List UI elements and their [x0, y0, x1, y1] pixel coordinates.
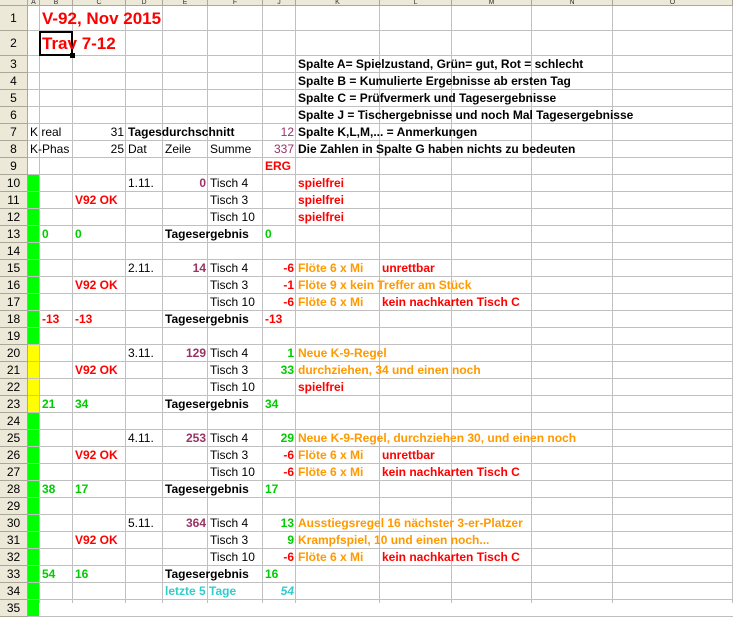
cell-j17[interactable]: -6 — [283, 295, 294, 309]
row-header-4[interactable]: 4 — [0, 73, 28, 90]
state-fill — [28, 175, 39, 345]
cell-e8[interactable]: Zeile — [165, 142, 192, 156]
row-header-28[interactable]: 28 — [0, 481, 28, 498]
cell-c18[interactable]: -13 — [75, 312, 93, 326]
cell-k25[interactable]: Neue K-9-Regel, durchziehen 30, und einen noch — [298, 431, 577, 445]
cell-f21[interactable]: Tisch 3 — [210, 363, 249, 377]
cell-k30[interactable]: Ausstiegsregel 16 nächster 3-er-Platzer — [298, 516, 523, 530]
row-gridline — [28, 327, 733, 328]
cell-f10[interactable]: Tisch 4 — [210, 176, 249, 190]
cell-f25[interactable]: Tisch 4 — [210, 431, 249, 445]
cell-c16[interactable]: V92 OK — [75, 278, 118, 292]
column-header-n[interactable]: N — [532, 0, 613, 6]
column-gridline — [125, 6, 126, 603]
cell-f32[interactable]: Tisch 10 — [210, 550, 255, 564]
cell-j20[interactable]: 1 — [287, 346, 294, 360]
cell-k10[interactable]: spielfrei — [298, 176, 345, 190]
cell-d15[interactable]: 2.11. — [128, 261, 154, 275]
column-header-d[interactable]: D — [126, 0, 163, 6]
cell-c26[interactable]: V92 OK — [75, 448, 118, 462]
row-header-2[interactable]: 2 — [0, 31, 28, 56]
cell-e13[interactable]: Tagesergebnis — [165, 227, 249, 241]
cell-j15[interactable]: -6 — [283, 261, 294, 275]
cell-e25[interactable]: 253 — [185, 431, 206, 445]
column-header-o[interactable]: O — [613, 0, 733, 6]
cell-k26[interactable]: Flöte 6 x Mi — [298, 448, 364, 462]
cell-d8[interactable]: Dat — [128, 142, 147, 156]
cell-j16[interactable]: -1 — [283, 278, 294, 292]
row-header-30[interactable]: 30 — [0, 515, 28, 532]
state-fill — [28, 413, 39, 617]
row-header-18[interactable]: 18 — [0, 311, 28, 328]
column-gridline — [162, 6, 163, 603]
cell-j21[interactable]: 33 — [280, 363, 294, 377]
cell-j26[interactable]: -6 — [283, 448, 294, 462]
cell-k17[interactable]: Flöte 6 x Mi — [298, 295, 364, 309]
column-header-c[interactable]: C — [73, 0, 126, 6]
row-header-23[interactable]: 23 — [0, 396, 28, 413]
cell-c8[interactable]: 25 — [110, 142, 124, 156]
row-header-27[interactable]: 27 — [0, 464, 28, 481]
cell-k12[interactable]: spielfrei — [298, 210, 345, 224]
column-gridline — [612, 6, 613, 603]
cell-f11[interactable]: Tisch 3 — [210, 193, 249, 207]
row-gridline — [28, 225, 733, 226]
row-header-24[interactable]: 24 — [0, 413, 28, 430]
row-header-29[interactable]: 29 — [0, 498, 28, 515]
row-header-35[interactable]: 35 — [0, 600, 28, 617]
cell-e33[interactable]: Tagesergebnis — [165, 567, 249, 581]
cell-k21[interactable]: durchziehen, 34 und einen noch — [298, 363, 481, 377]
cell-j18[interactable]: -13 — [265, 312, 283, 326]
cell-f22[interactable]: Tisch 10 — [210, 380, 255, 394]
cell-d7[interactable]: Tagesdurchschnitt — [128, 125, 235, 139]
cell-e18[interactable]: Tagesergebnis — [165, 312, 249, 326]
cell-j30[interactable]: 13 — [280, 516, 294, 530]
row-header-10[interactable]: 10 — [0, 175, 28, 192]
cell-l27[interactable]: kein nachkarten Tisch C — [382, 465, 520, 479]
cell-k7[interactable]: Spalte K,L,M,... = Anmerkungen — [298, 125, 478, 139]
cell-b18[interactable]: -13 — [42, 312, 60, 326]
column-header-l[interactable]: L — [380, 0, 452, 6]
row-gridline — [28, 395, 733, 396]
cell-j27[interactable]: -6 — [283, 465, 294, 479]
row-header-9[interactable]: 9 — [0, 158, 28, 175]
row-header-16[interactable]: 16 — [0, 277, 28, 294]
cell-d25[interactable]: 4.11. — [128, 431, 154, 445]
cell-e30[interactable]: 364 — [185, 516, 206, 530]
cell-k32[interactable]: Flöte 6 x Mi — [298, 550, 364, 564]
state-fill — [28, 345, 39, 413]
cell-j23[interactable]: 34 — [265, 397, 279, 411]
cell-c23[interactable]: 34 — [75, 397, 89, 411]
cell-k8[interactable]: Die Zahlen in Spalte G haben nichts zu bedeuten — [298, 142, 576, 156]
row-header-33[interactable]: 33 — [0, 566, 28, 583]
cell-j31[interactable]: 9 — [287, 533, 294, 547]
cell-e34[interactable]: letzte 5 Tage — [165, 584, 237, 598]
cell-e15[interactable]: 14 — [192, 261, 206, 275]
cell-f15[interactable]: Tisch 4 — [210, 261, 249, 275]
cell-e20[interactable]: 129 — [185, 346, 206, 360]
cell-j34[interactable]: 54 — [280, 584, 294, 598]
row-header-25[interactable]: 25 — [0, 430, 28, 447]
row-header-3[interactable]: 3 — [0, 56, 28, 73]
column-header-b[interactable]: B — [40, 0, 73, 6]
row-header-5[interactable]: 5 — [0, 90, 28, 107]
cell-k31[interactable]: Krampfspiel, 10 und einen noch... — [298, 533, 490, 547]
cell-k6[interactable]: Spalte J = Tischergebnisse und noch Mal Tagesergebnisse — [298, 108, 634, 122]
row-header-14[interactable]: 14 — [0, 243, 28, 260]
row-header-15[interactable]: 15 — [0, 260, 28, 277]
cell-d30[interactable]: 5.11. — [128, 516, 154, 530]
cell-j8[interactable]: 337 — [273, 142, 294, 156]
column-header-k[interactable]: K — [296, 0, 380, 6]
cell-k20[interactable]: Neue K-9-Regel — [298, 346, 387, 360]
cell-b1[interactable]: V-92, Nov 2015 — [42, 9, 162, 28]
cell-j7[interactable]: 12 — [280, 125, 294, 139]
cell-c13[interactable]: 0 — [75, 227, 82, 241]
row-header-8[interactable]: 8 — [0, 141, 28, 158]
column-header-e[interactable]: E — [163, 0, 208, 6]
cell-f27[interactable]: Tisch 10 — [210, 465, 255, 479]
row-header-17[interactable]: 17 — [0, 294, 28, 311]
cell-f12[interactable]: Tisch 10 — [210, 210, 255, 224]
cell-j28[interactable]: 17 — [265, 482, 279, 496]
row-header-19[interactable]: 19 — [0, 328, 28, 345]
row-gridline — [28, 582, 733, 583]
row-header-1[interactable]: 1 — [0, 6, 28, 31]
cell-l15[interactable]: unrettbar — [382, 261, 435, 275]
cell-e10[interactable]: 0 — [199, 176, 206, 190]
row-header-22[interactable]: 22 — [0, 379, 28, 396]
cell-k3[interactable]: Spalte A= Spielzustand, Grün= gut, Rot = schlecht — [298, 57, 584, 71]
column-gridline — [39, 6, 40, 603]
cell-e28[interactable]: Tagesergebnis — [165, 482, 249, 496]
cell-f30[interactable]: Tisch 4 — [210, 516, 249, 530]
cell-c31[interactable]: V92 OK — [75, 533, 118, 547]
cell-c11[interactable]: V92 OK — [75, 193, 118, 207]
cell-b2[interactable]: Trav 7-12 — [42, 34, 116, 53]
cell-a7[interactable]: K real — [30, 125, 62, 139]
row-gridline — [28, 242, 733, 243]
row-header-21[interactable]: 21 — [0, 362, 28, 379]
cell-f31[interactable]: Tisch 3 — [210, 533, 249, 547]
row-header-13[interactable]: 13 — [0, 226, 28, 243]
cell-k22[interactable]: spielfrei — [298, 380, 345, 394]
cell-b28[interactable]: 38 — [42, 482, 56, 496]
row-header-34[interactable]: 34 — [0, 583, 28, 600]
cell-k5[interactable]: Spalte C = Prüfvermerk und Tagesergebnisse — [298, 91, 557, 105]
cell-f26[interactable]: Tisch 3 — [210, 448, 249, 462]
row-header-32[interactable]: 32 — [0, 549, 28, 566]
cell-b23[interactable]: 21 — [42, 397, 56, 411]
cell-b33[interactable]: 54 — [42, 567, 56, 581]
cell-c7[interactable]: 31 — [110, 125, 124, 139]
row-gridline — [28, 208, 733, 209]
cell-f16[interactable]: Tisch 3 — [210, 278, 249, 292]
row-header-26[interactable]: 26 — [0, 447, 28, 464]
cell-j32[interactable]: -6 — [283, 550, 294, 564]
cell-j9[interactable]: ERG — [265, 159, 292, 173]
cell-f20[interactable]: Tisch 4 — [210, 346, 249, 360]
column-header-j[interactable]: J — [263, 0, 296, 6]
cell-l17[interactable]: kein nachkarten Tisch C — [382, 295, 520, 309]
column-header-m[interactable]: M — [452, 0, 532, 6]
row-header-7[interactable]: 7 — [0, 124, 28, 141]
column-gridline — [72, 6, 73, 603]
row-header-31[interactable]: 31 — [0, 532, 28, 549]
cell-l32[interactable]: kein nachkarten Tisch C — [382, 550, 520, 564]
cell-j25[interactable]: 29 — [280, 431, 294, 445]
cell-l26[interactable]: unrettbar — [382, 448, 435, 462]
cell-c33[interactable]: 16 — [75, 567, 89, 581]
row-gridline — [28, 599, 733, 600]
cell-k27[interactable]: Flöte 6 x Mi — [298, 465, 364, 479]
row-gridline — [28, 497, 733, 498]
cell-f8[interactable]: Summe — [210, 142, 252, 156]
row-header-6[interactable]: 6 — [0, 107, 28, 124]
cell-c21[interactable]: V92 OK — [75, 363, 118, 377]
row-header-11[interactable]: 11 — [0, 192, 28, 209]
cell-k15[interactable]: Flöte 6 x Mi — [298, 261, 364, 275]
column-header-a[interactable]: A — [28, 0, 40, 6]
row-gridline — [28, 412, 733, 413]
row-header-20[interactable]: 20 — [0, 345, 28, 362]
cell-d10[interactable]: 1.11. — [128, 176, 154, 190]
cell-b13[interactable]: 0 — [42, 227, 49, 241]
cell-a8[interactable]: K-Phas — [30, 142, 70, 156]
cell-e23[interactable]: Tagesergebnis — [165, 397, 249, 411]
cell-k16[interactable]: Flöte 9 x kein Treffer am Stück — [298, 278, 472, 292]
cell-k4[interactable]: Spalte B = Kumulierte Ergebnisse ab ersten Tag — [298, 74, 571, 88]
cell-d20[interactable]: 3.11. — [128, 346, 154, 360]
cell-j13[interactable]: 0 — [265, 227, 272, 241]
cell-c28[interactable]: 17 — [75, 482, 89, 496]
cell-j33[interactable]: 16 — [265, 567, 279, 581]
row-header-12[interactable]: 12 — [0, 209, 28, 226]
column-header-f[interactable]: F — [208, 0, 263, 6]
cell-f17[interactable]: Tisch 10 — [210, 295, 255, 309]
cell-k11[interactable]: spielfrei — [298, 193, 345, 207]
